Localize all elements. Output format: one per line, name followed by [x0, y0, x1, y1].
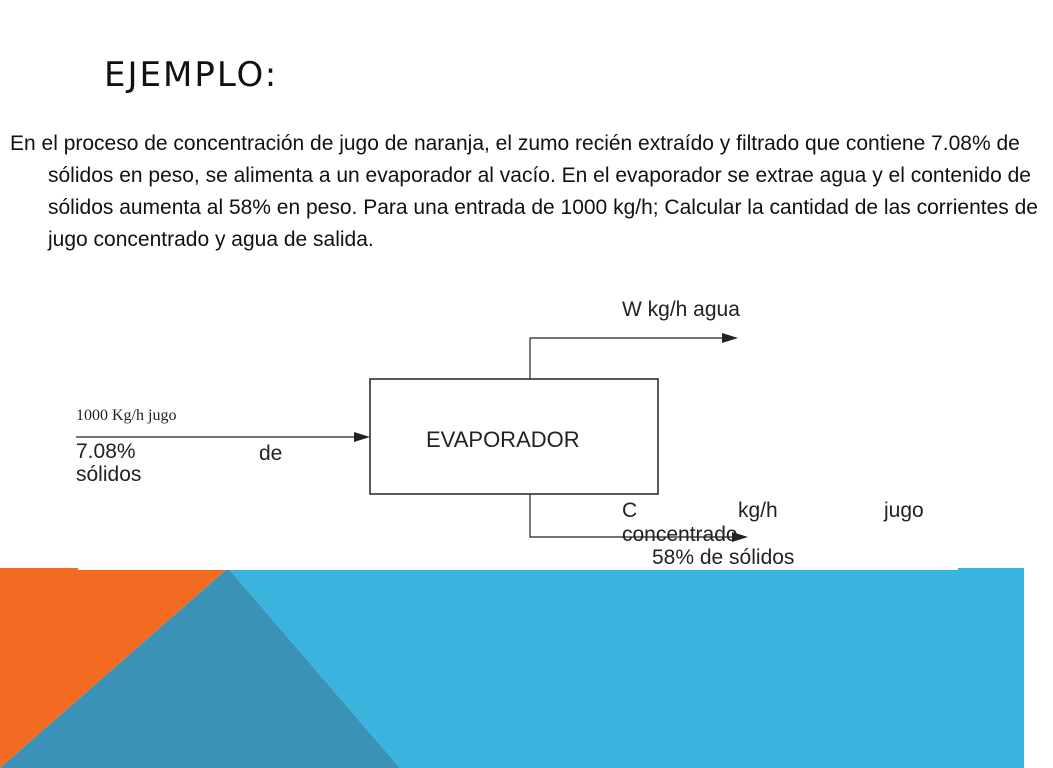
- concentrate-solids-label: 58% de sólidos: [652, 546, 795, 569]
- concentrate-unit-label: kg/h: [738, 499, 778, 522]
- concentrate-jugo-label: jugo: [884, 499, 924, 522]
- feed-solids-label: sólidos: [76, 463, 142, 486]
- feed-percent-label: 7.08%: [76, 440, 136, 463]
- feed-de-label: de: [259, 442, 283, 465]
- slide-title: EJEMPLO:: [104, 55, 279, 95]
- water-stream-label: W kg/h agua: [622, 298, 740, 321]
- feed-flow-label: 1000 Kg/h jugo: [76, 407, 177, 424]
- evaporator-label: EVAPORADOR: [426, 427, 580, 452]
- concentrate-c-label: C: [622, 499, 638, 522]
- concentrate-word-clip: [622, 523, 792, 546]
- problem-statement: En el proceso de concentración de jugo de naranja, el zumo recién extraído y filtrado que contiene 7.08% de sólidos en peso, se alimenta a un evaporador al vacío. En el evaporador se extrae agua y el contenido de sólidos aumenta al 58% en peso. Para una entrada de 1000 kg/h; Calcular la cantidad de las corrientes de jugo concentrado y agua de salida.: [10, 132, 1038, 251]
- concentrate-word-label: concentrado: [622, 523, 738, 546]
- feed-solids-clip: [76, 463, 196, 486]
